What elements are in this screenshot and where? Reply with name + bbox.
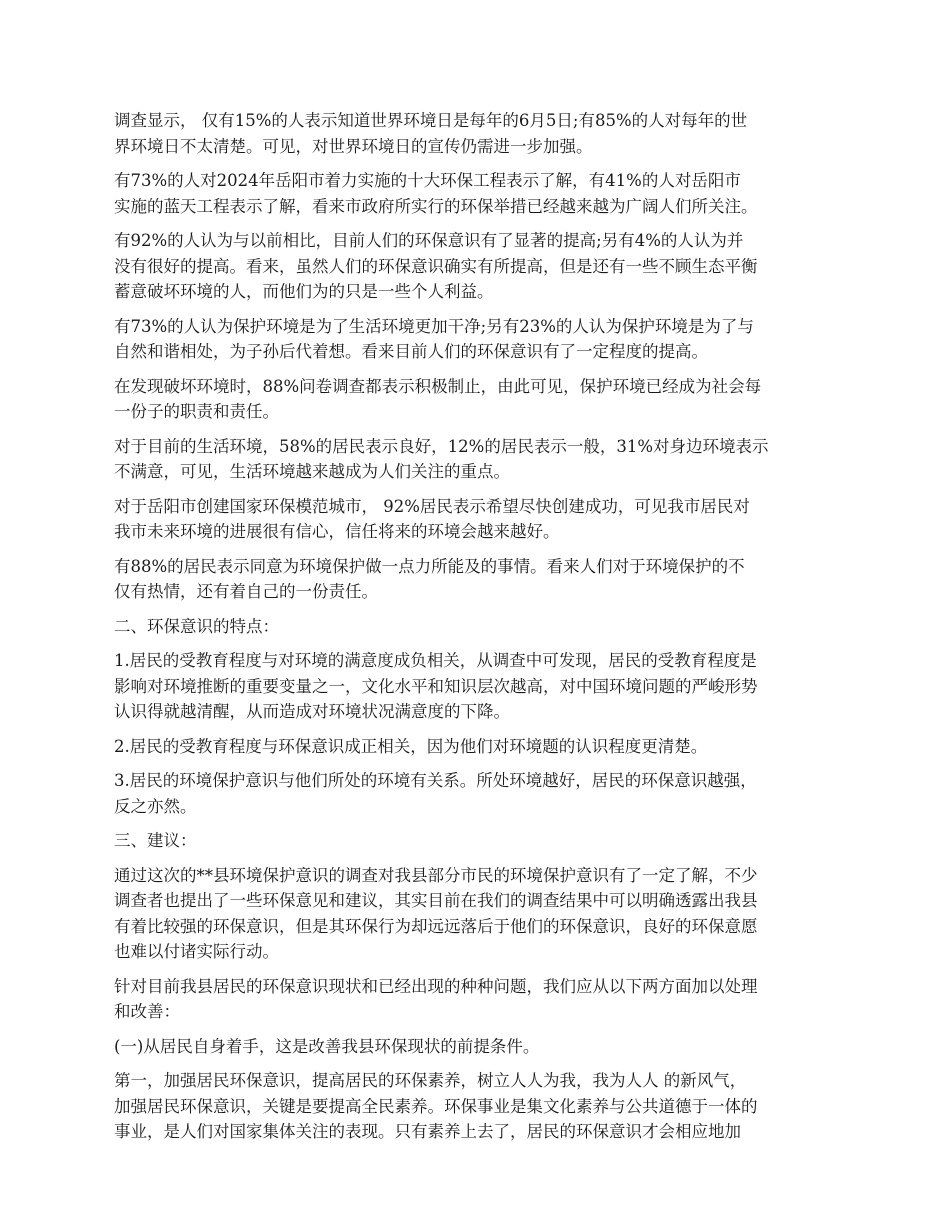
paragraph-protect-purpose: 有73%的人认为保护环境是为了生活环境更加干净;另有23%的人认为保护环境是为了与 自然和谐相处，为子孙后代着想。看来目前人们的环保意识有了一定程度的提高。 [114, 316, 754, 361]
paragraph-stop-damage: 在发现破坏环境时，88%问卷调查都表示积极制止，由此可见，保护环境已经成为社会每 一份子的职责和责任。 [114, 376, 762, 421]
paragraph-model-city: 对于岳阳市创建国家环保模范城市， 92%居民表示希望尽快创建成功，可见我市居民对 我市未来环境的进展很有信心，信任将来的环境会越来越好。 [114, 496, 750, 541]
section-heading-suggestions: 三、建议： [114, 831, 197, 850]
paragraph-first-point: 第一，加强居民环保意识，提高居民的环保素养，树立人人为我，我为人人 的新风气， 加强居民环保意识，关键是要提高全民素养。环保事业是集文化素养与公共道德于一体的 事业，是人们对国家集体关注的表现。只有素养上去了，居民的环保意识才会相应地加 [114, 1071, 758, 1141]
paragraph-awareness-improved: 有92%的人认为与以前相比，目前人们的环保意识有了显著的提高;另有4%的人认为并 没有很好的提高。看来，虽然人们的环保意识确实有所提高，但是还有一些不顾生态平衡 蓄意破坏环境的人，而他们为的只是一些个人利益。 [114, 231, 758, 301]
paragraph-characteristic-2: 2.居民的受教育程度与环保意识成正相关，因为他们对环境题的认识程度更清楚。 [114, 736, 708, 756]
paragraph-characteristic-1: 1.居民的受教育程度与对环境的满意度成负相关，从调查中可发现，居民的受教育程度是 影响对环境推断的重要变量之一，文化水平和知识层次越高，对中国环境问题的严峻形势 认识得就越清醒，从而造成对环境状况满意度的下降。 [114, 651, 758, 721]
paragraph-env-day: 调查显示， 仅有15%的人表示知道世界环境日是每年的6月5日;有85%的人对每年的世 界环境日不太清楚。可见，对世界环境日的宣传仍需进一步加强。 [114, 111, 748, 156]
paragraph-approach: 针对目前我县居民的环保意识现状和已经出现的种种问题，我们应从以下两方面加以处理 和改善： [114, 976, 758, 1021]
paragraph-subheading-1: (一)从居民自身着手，这是改善我县环保现状的前提条件。 [114, 1036, 540, 1056]
paragraph-survey-summary: 通过这次的**县环境保护意识的调查对我县部分市民的环境保护意识有了一定了解，不少 调查者也提出了一些环保意见和建议，其实目前在我们的调查结果中可以明确透露出我县 有着比较强的环保意识，但是其环保行为却远远落后于他们的环保意识，良好的环保意愿 也难以付诸实际行动。 [114, 865, 758, 961]
paragraph-willingness: 有88%的居民表示同意为环境保护做一点力所能及的事情。看来人们对于环境保护的不 仅有热情，还有着自己的一份责任。 [114, 556, 745, 601]
paragraph-living-environment: 对于目前的生活环境，58%的居民表示良好，12%的居民表示一般，31%对身边环境表示 不满意，可见，生活环境越来越成为人们关注的重点。 [114, 436, 769, 481]
section-heading-characteristics: 二、环保意识的特点： [114, 616, 279, 636]
paragraph-projects: 有73%的人对2024年岳阳市着力实施的十大环保工程表示了解，有41%的人对岳阳市 实施的蓝天工程表示了解，看来市政府所实行的环保举措已经越来越为广阔人们所关注。 [114, 171, 758, 216]
document-body [114, 108, 840, 1154]
paragraph-characteristic-3: 3.居民的环境保护意识与他们所处的环境有关系。所处环境越好，居民的环保意识越强， 反之亦然。 [114, 771, 757, 816]
